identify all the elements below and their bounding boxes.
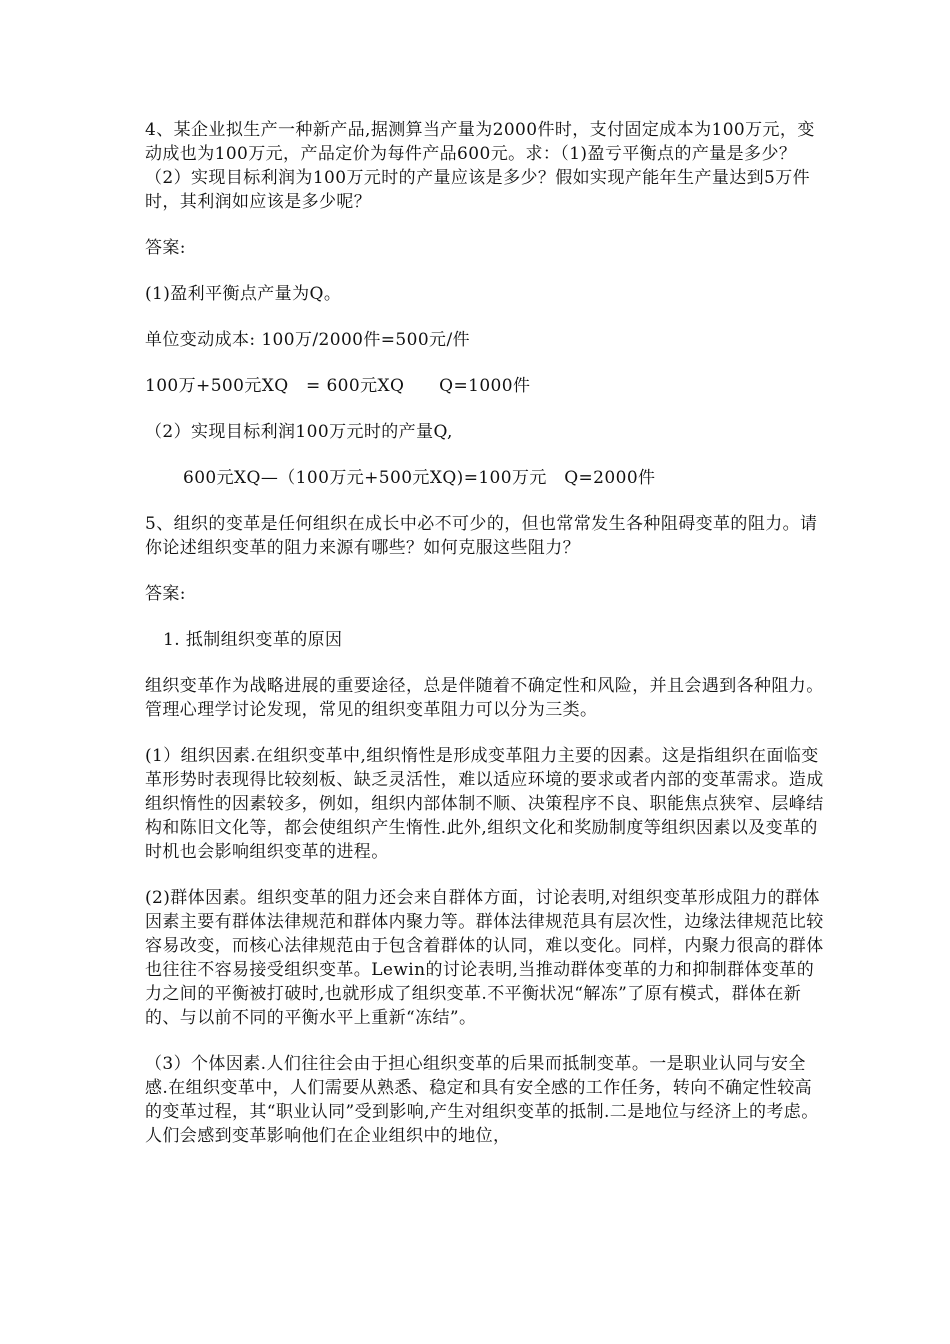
target-profit-formula: 600元XQ—（100万元+500元XQ)=100万元 Q=2000件: [183, 468, 656, 488]
list-item-resistance-causes: 1. 抵制组织变革的原因: [163, 630, 343, 650]
question-5: 5、组织的变革是任何组织在成长中必不可少的，但也常常发生各种阻碍变革的阻力。请你论述组织变革的阻力来源有哪些？如何克服这些阻力？: [145, 514, 818, 558]
document-page: [145, 118, 825, 1148]
group-factor-paragraph: (2)群体因素。组织变革的阻力还会来自群体方面，讨论表明,对组织变革形成阻力的群体因素主要有群体法律规范和群体内聚力等。群体法律规范具有层次性，边缘法律规范比较容易改变，而核心法律规范由于包含着群体的认同，难以变化。同样，内聚力很高的群体也往往不容易接受组织变革。Lewin的讨论表明,当推动群体变革的力和抑制群体变革的力之间的平衡被打破时,也就形成了组织变革.不平衡状况“解冻”了原有模式，群体在新的、与以前不同的平衡水平上重新“冻结”。: [145, 888, 824, 1028]
individual-factor-paragraph: （3）个体因素.人们往往会由于担心组织变革的后果而抵制变革。一是职业认同与安全感.在组织变革中，人们需要从熟悉、稳定和具有安全感的工作任务，转向不确定性较高的变革过程，其“职业认同”受到影响,产生对组织变革的抵制.二是地位与经济上的考虑。人们会感到变革影响他们在企业组织中的地位，: [145, 1054, 819, 1146]
answer-4-part-2-title: （2）实现目标利润100万元时的产量Q,: [145, 422, 453, 442]
intro-paragraph: 组织变革作为战略进展的重要途径，总是伴随着不确定性和风险，并且会遇到各种阻力。管理心理学讨论发现，常见的组织变革阻力可以分为三类。: [145, 676, 824, 720]
breakeven-formula: 100万+500元XQ = 600元XQ Q=1000件: [145, 376, 531, 396]
unit-variable-cost: 单位变动成本: 100万/2000件=500元/件: [145, 330, 470, 350]
answer-label-4: 答案:: [145, 238, 186, 258]
question-4: 4、某企业拟生产一种新产品,据测算当产量为2000件时，支付固定成本为100万元，变动成也为100万元，产品定价为每件产品600元。求：（1)盈亏平衡点的产量是多少？（2）实现目标利润为100万元时的产量应该是多少？假如实现产能年生产量达到5万件时，其利润如应该是多少呢？: [145, 120, 815, 212]
answer-4-part-1-title: (1)盈利平衡点产量为Q。: [145, 284, 342, 304]
answer-label-5: 答案:: [145, 584, 186, 604]
organizational-factor-paragraph: (1）组织因素.在组织变革中,组织惰性是形成变革阻力主要的因素。这是指组织在面临变革形势时表现得比较刻板、缺乏灵活性，难以适应环境的要求或者内部的变革需求。造成组织惰性的因素较多，例如，组织内部体制不顺、决策程序不良、职能焦点狭窄、层峰结构和陈旧文化等，都会使组织产生惰性.此外,组织文化和奖励制度等组织因素以及变革的时机也会影响组织变革的进程。: [145, 746, 824, 862]
